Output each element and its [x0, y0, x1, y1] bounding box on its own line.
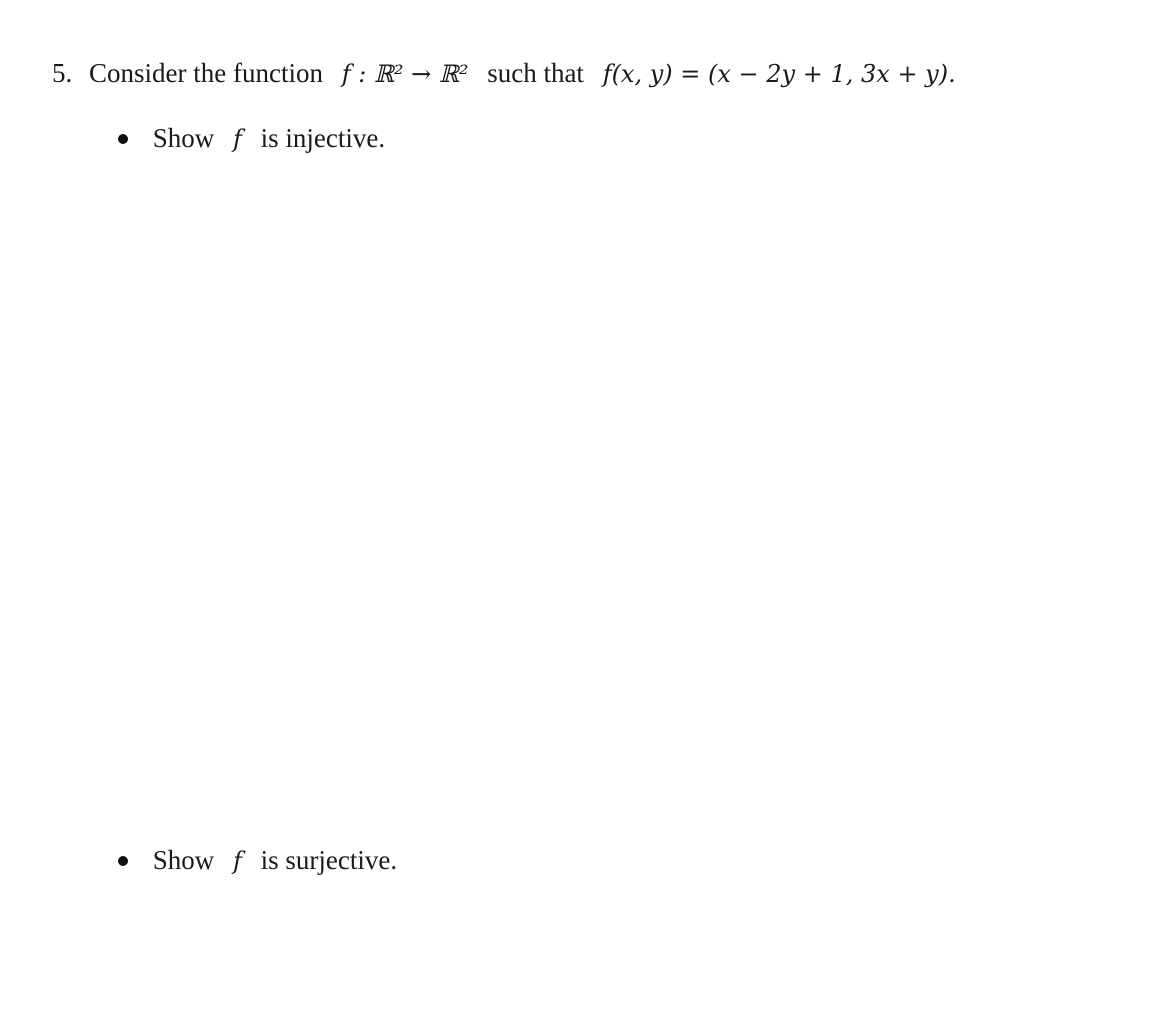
problem-number: 5. — [52, 58, 73, 88]
part-suffix: is injective. — [260, 123, 386, 153]
part-symbol: f — [233, 125, 242, 153]
problem-statement — [52, 56, 956, 91]
part-suffix: is surjective. — [260, 845, 398, 875]
function-definition: f(x, y) = (x − 2y + 1, 3x + y). — [602, 60, 956, 88]
part-surjective — [118, 843, 397, 878]
part-prefix: Show — [152, 845, 215, 875]
part-injective — [118, 121, 385, 156]
problem-connector: such that — [487, 58, 584, 88]
problem-intro: Consider the function — [89, 58, 323, 88]
part-prefix: Show — [152, 123, 215, 153]
part-symbol: f — [233, 847, 242, 875]
bullet-icon — [118, 134, 128, 144]
function-signature: f : ℝ² → ℝ² — [341, 60, 469, 88]
bullet-icon — [118, 856, 128, 866]
